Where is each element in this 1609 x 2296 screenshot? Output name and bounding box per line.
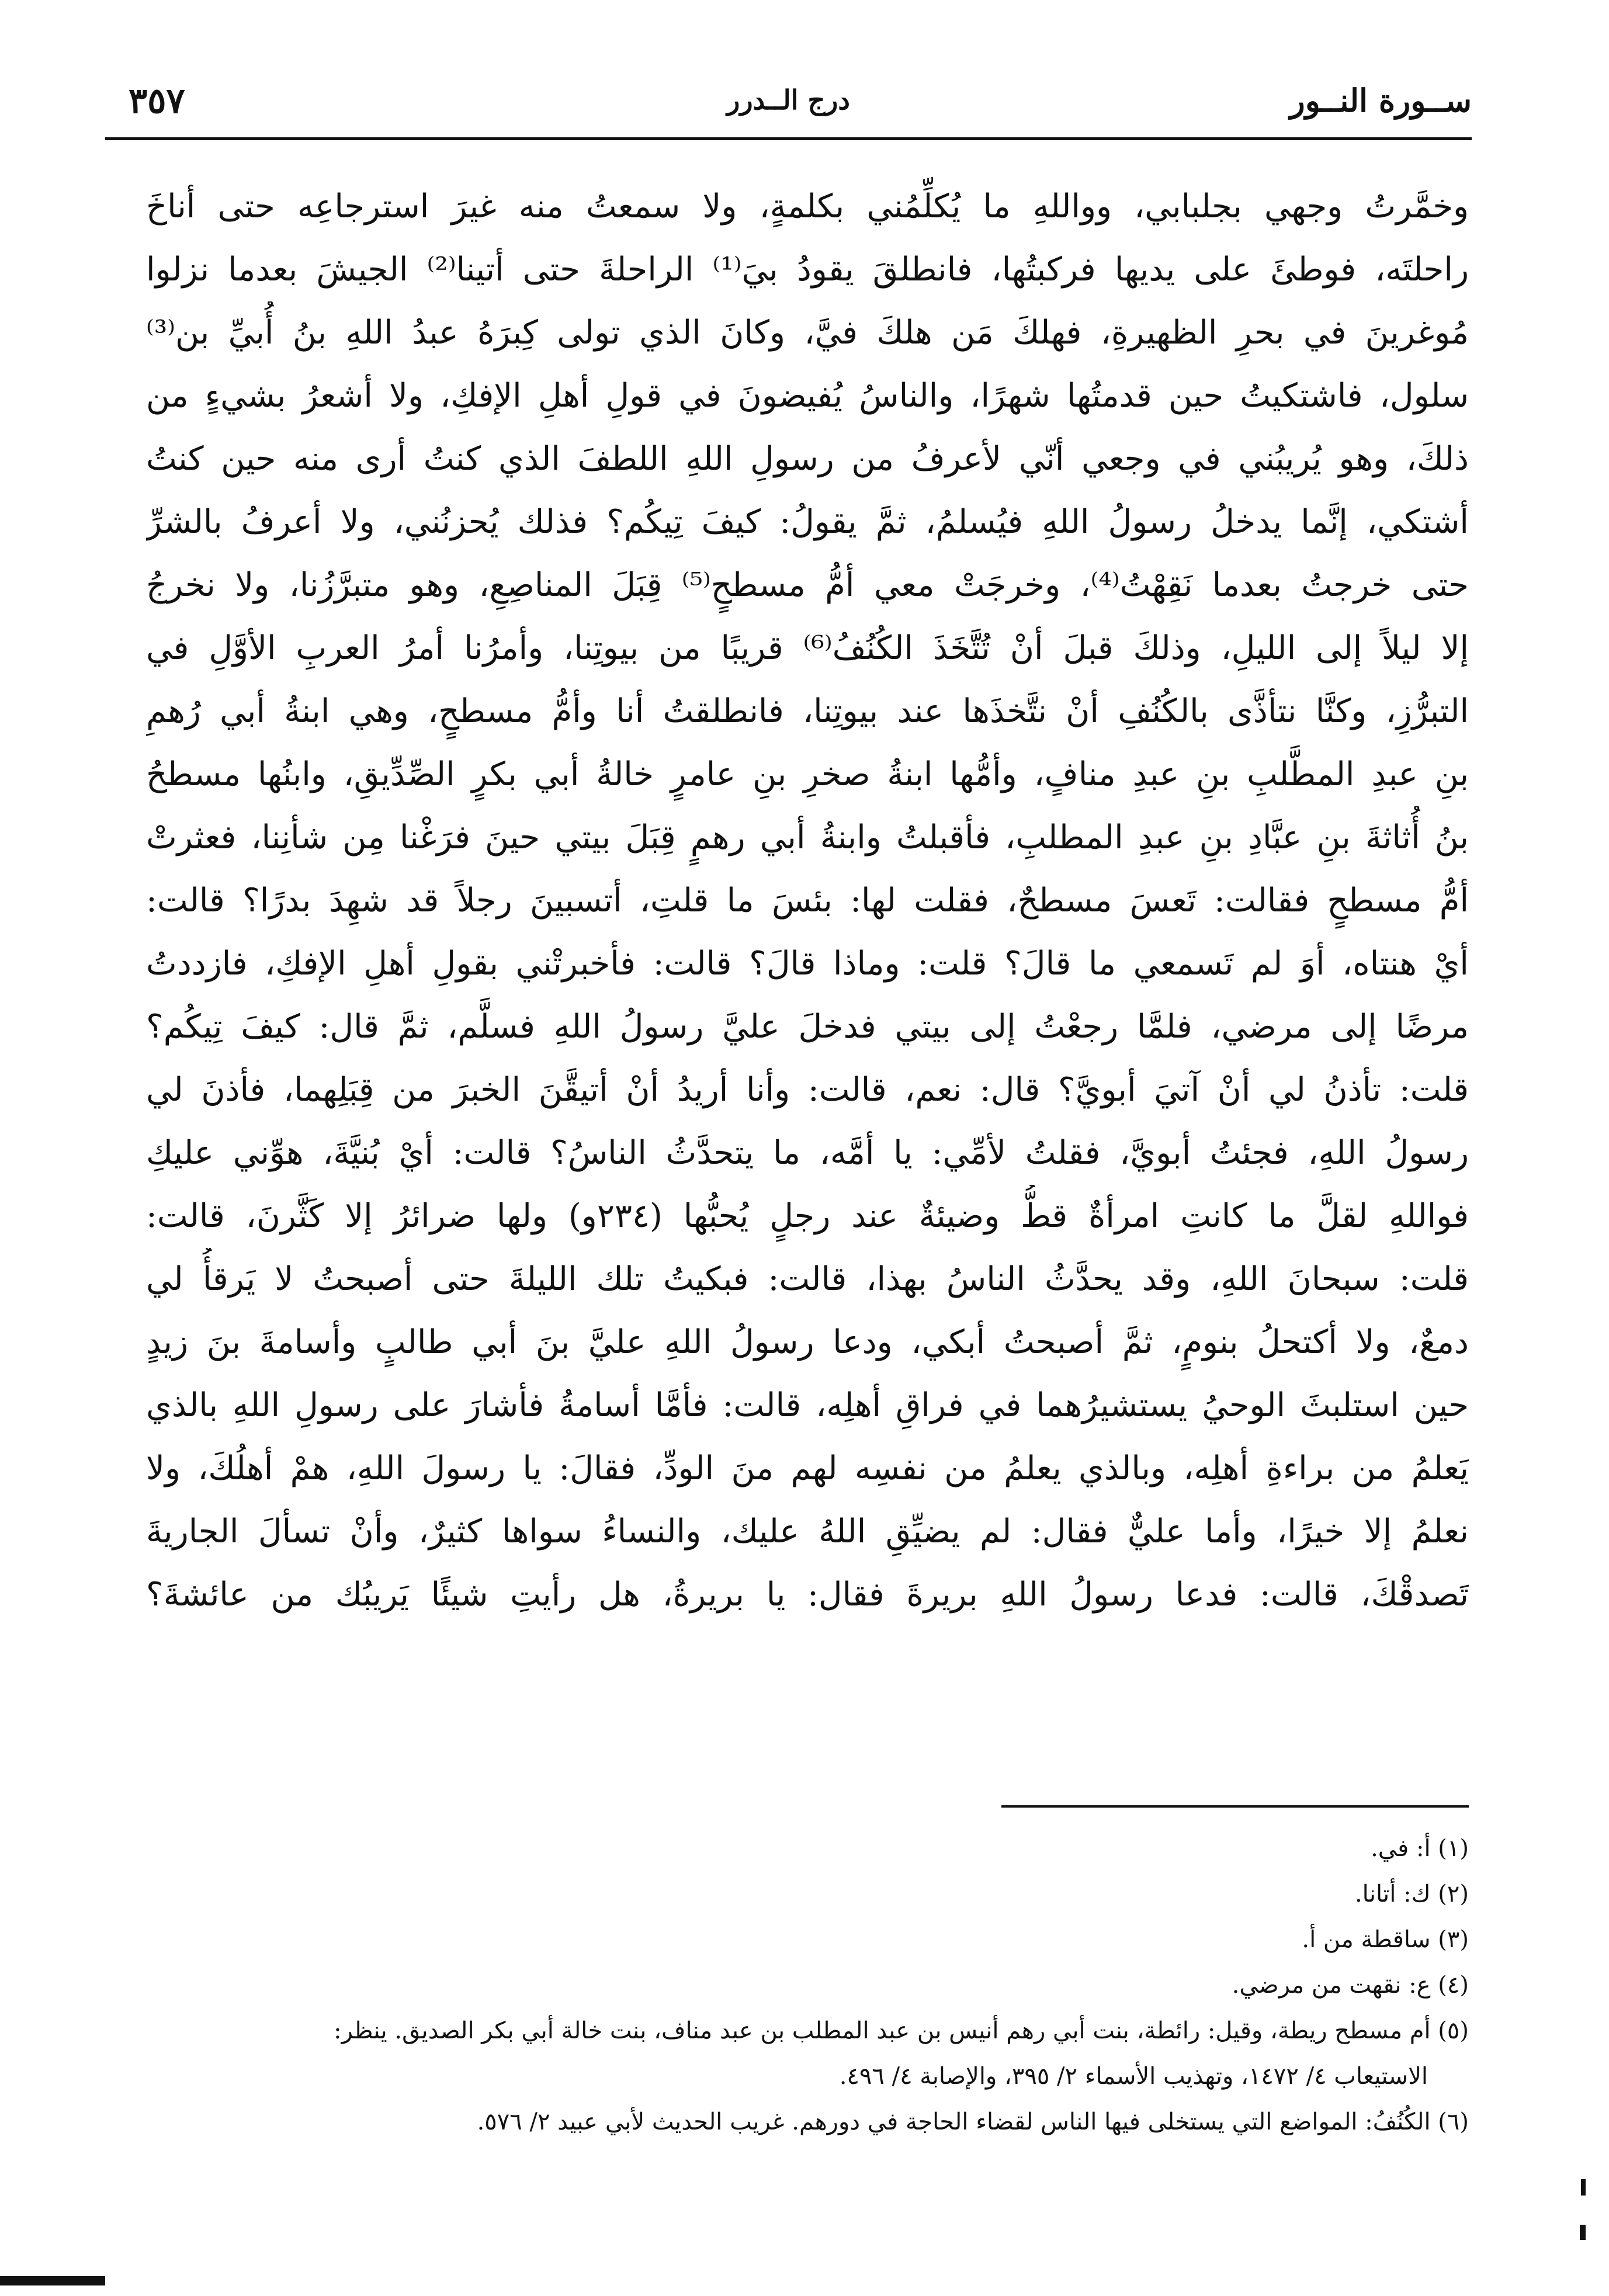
scan-edge-mark — [0, 2276, 105, 2285]
text-line: رسولُ اللهِ، فجئتُ أبويَّ، فقلتُ لأمِّي: يا أمَّه، ما يتحدَّثُ الناسُ؟ قالت: أيْ بُنيَّةَ، هوِّني عليكِ — [146, 1134, 1469, 1172]
text-line: مُوغرينَ في بحرِ الظهيرةِ، فهلكَ مَن هلكَ فيَّ، وكانَ الذي تولى كِبرَهُ عبدُ اللهِ بنُ أُبيِّ بن⁽³⁾ — [146, 314, 1469, 352]
footnote-separator — [1001, 1805, 1469, 1808]
text-line: نعلمُ إلا خيرًا، وأما عليٌّ فقال: لم يضيِّقِ اللهُ عليك، والنساءُ سواها كثيرٌ، وأنْ تسألَ الجاريةَ — [146, 1513, 1469, 1551]
text-line: إلا ليلاً إلى الليلِ، وذلكَ قبلَ أنْ تُتَّخَذَ الكُنُفُ⁽⁶⁾ قريبًا من بيوتِنا، وأمرُنا أمرُ العربِ الأوَّلِ في — [146, 629, 1469, 667]
text-line: راحلتَه، فوطئَ على يديها فركبتُها، فانطلقَ يقودُ بيَ⁽¹⁾ الراحلةَ حتى أتينا⁽²⁾ الجيشَ بعدما نزلوا — [146, 251, 1469, 289]
text-line: أمُّ مسطحٍ فقالت: تَعسَ مسطحٌ، فقلت لها: بئسَ ما قلتِ، أتسبينَ رجلاً قد شهِدَ بدرًا؟ قالت: — [146, 882, 1469, 920]
text-line: مرضًا إلى مرضي، فلمَّا رجعْتُ إلى بيتي فدخلَ عليَّ رسولُ اللهِ فسلَّم، ثمَّ قال: كيفَ تِيكُم؟ — [146, 1008, 1469, 1046]
footnote: (٥) أم مسطح ريطة، وقيل: رائطة، بنت أبي رهم أنيس بن عبد المطلب بن عبد مناف، بنت خالة أبي بكر الصديق. ينظر: — [334, 2017, 1469, 2044]
footnote: (٦) الكُنُفُ: المواضع التي يستخلى فيها الناس لقضاء الحاجة في دورهم. غريب الحديث لأبي عبيد ٢/ ٥٧٦. — [477, 2108, 1469, 2135]
scan-edge-mark — [1581, 2179, 1586, 2196]
footnote: (٤) ع: نقهت من مرضي. — [1232, 1972, 1469, 1999]
text-line: سلول، فاشتكيتُ حين قدمتُها شهرًا، والناسُ يُفيضونَ في قولِ أهلِ الإفكِ، ولا أشعرُ بشيءٍ من — [146, 377, 1469, 415]
text-line: قلت: تأذنُ لي أنْ آتيَ أبويَّ؟ قال: نعم، قالت: وأنا أريدُ أنْ أتيقَّنَ الخبرَ من قِبَلِهما، فأذنَ لي — [146, 1071, 1469, 1109]
text-line: حين استلبثَ الوحيُ يستشيرُهما في فراقِ أهلِه، قالت: فأمَّا أسامةُ فأشارَ على رسولِ اللهِ بالذي — [146, 1386, 1469, 1424]
footnotes — [146, 1826, 1469, 2145]
text-line: يَعلمُ من براءةِ أهلِه، وبالذي يعلمُ من نفسِه لهم منَ الودِّ، فقالَ: يا رسولَ اللهِ، همْ أهلُكَ، ولا — [146, 1449, 1469, 1487]
footnote: (١) أ: في. — [1371, 1835, 1469, 1862]
text-line: دمعٌ، ولا أكتحلُ بنومٍ، ثمَّ أصبحتُ أبكي، ودعا رسولُ اللهِ عليَّ بنَ أبي طالبٍ وأسامةَ بنَ زيدٍ — [146, 1323, 1469, 1361]
page-header — [105, 64, 1472, 140]
text-line: تَصدقْكَ، قالت: فدعا رسولُ اللهِ بريرةَ فقال: يا بريرةُ، هل رأيتِ شيئًا يَريبُك من عائشةَ؟ — [146, 1576, 1469, 1614]
text-line: التبرُّزِ، وكنَّا نتأذَّى بالكُنُفِ أنْ نتَّخذَها عند بيوتِنا، فانطلقتُ أنا وأمُّ مسطحٍ، وهي ابنةُ أبي رُهمِ — [146, 692, 1469, 730]
surah-title: ســورة النــور — [1289, 82, 1472, 119]
book-title: درج الــدرر — [727, 84, 850, 116]
footnote: (٢) ك: أتانا. — [1354, 1881, 1469, 1907]
footnote: (٣) ساقطة من أ. — [1302, 1926, 1469, 1953]
text-line: أيْ هنتاه، أوَ لم تَسمعي ما قالَ؟ قلت: وماذا قالَ؟ قالت: فأخبرتْني بقولِ أهلِ الإفكِ، فازددتُ — [146, 945, 1469, 983]
text-line: قلت: سبحانَ اللهِ، وقد يحدَّثُ الناسُ بهذا، قالت: فبكيتُ تلك الليلةَ حتى أصبحتُ لا يَرقأُ لي — [146, 1260, 1469, 1298]
text-line: وخمَّرتُ وجهي بجلبابي، وواللهِ ما يُكلِّمُني بكلمةٍ، ولا سمعتُ منه غيرَ استرجاعِه حتى أناخَ — [146, 188, 1469, 226]
text-line: بنُ أُثاثةَ بنِ عبَّادِ بنِ عبدِ المطلبِ، فأقبلتُ وابنةُ أبي رهمٍ قِبَلَ بيتي حينَ فرَغْنا مِن شأنِنا، فعثرتْ — [146, 818, 1469, 856]
header-rule — [105, 137, 1472, 140]
page-number: ٣٥٧ — [129, 81, 185, 122]
scan-edge-mark — [1580, 2225, 1586, 2240]
main-text — [146, 175, 1469, 1626]
text-line: أشتكي، إنَّما يدخلُ رسولُ اللهِ فيُسلمُ، ثمَّ يقولُ: كيفَ تِيكُم؟ فذلك يُحزنُني، ولا أعرفُ بالشرِّ — [146, 503, 1469, 541]
text-line: بنِ عبدِ المطَّلبِ بنِ عبدِ منافٍ، وأمُّها ابنةُ صخرِ بنِ عامرٍ خالةُ أبي بكرٍ الصِّدِّيقِ، وابنُها مسطحُ — [146, 755, 1469, 793]
text-line: حتى خرجتُ بعدما نَقِهْتُ⁽⁴⁾، وخرجَتْ معي أمُّ مسطحٍ⁽⁵⁾ قِبَلَ المناصِعِ، وهو متبرَّزُنا، ولا نخرجُ — [146, 566, 1469, 604]
footnote-continuation: الاستيعاب ٤/ ١٤٧٢، وتهذيب الأسماء ٢/ ٣٩٥، والإصابة ٤/ ٤٩٦. — [839, 2063, 1428, 2090]
text-line: فواللهِ لقلَّ ما كانتِ امرأةٌ قطُّ وضيئةٌ عند رجلٍ يُحبُّها (٢٣٤و) ولها ضرائرُ إلا كَثَّرنَ، قالت: — [146, 1197, 1469, 1235]
text-line: ذلكَ، وهو يُريبُني في وجعي أنّي لأعرفُ من رسولِ اللهِ اللطفَ الذي كنتُ أرى منه حين كنتُ — [146, 440, 1469, 478]
